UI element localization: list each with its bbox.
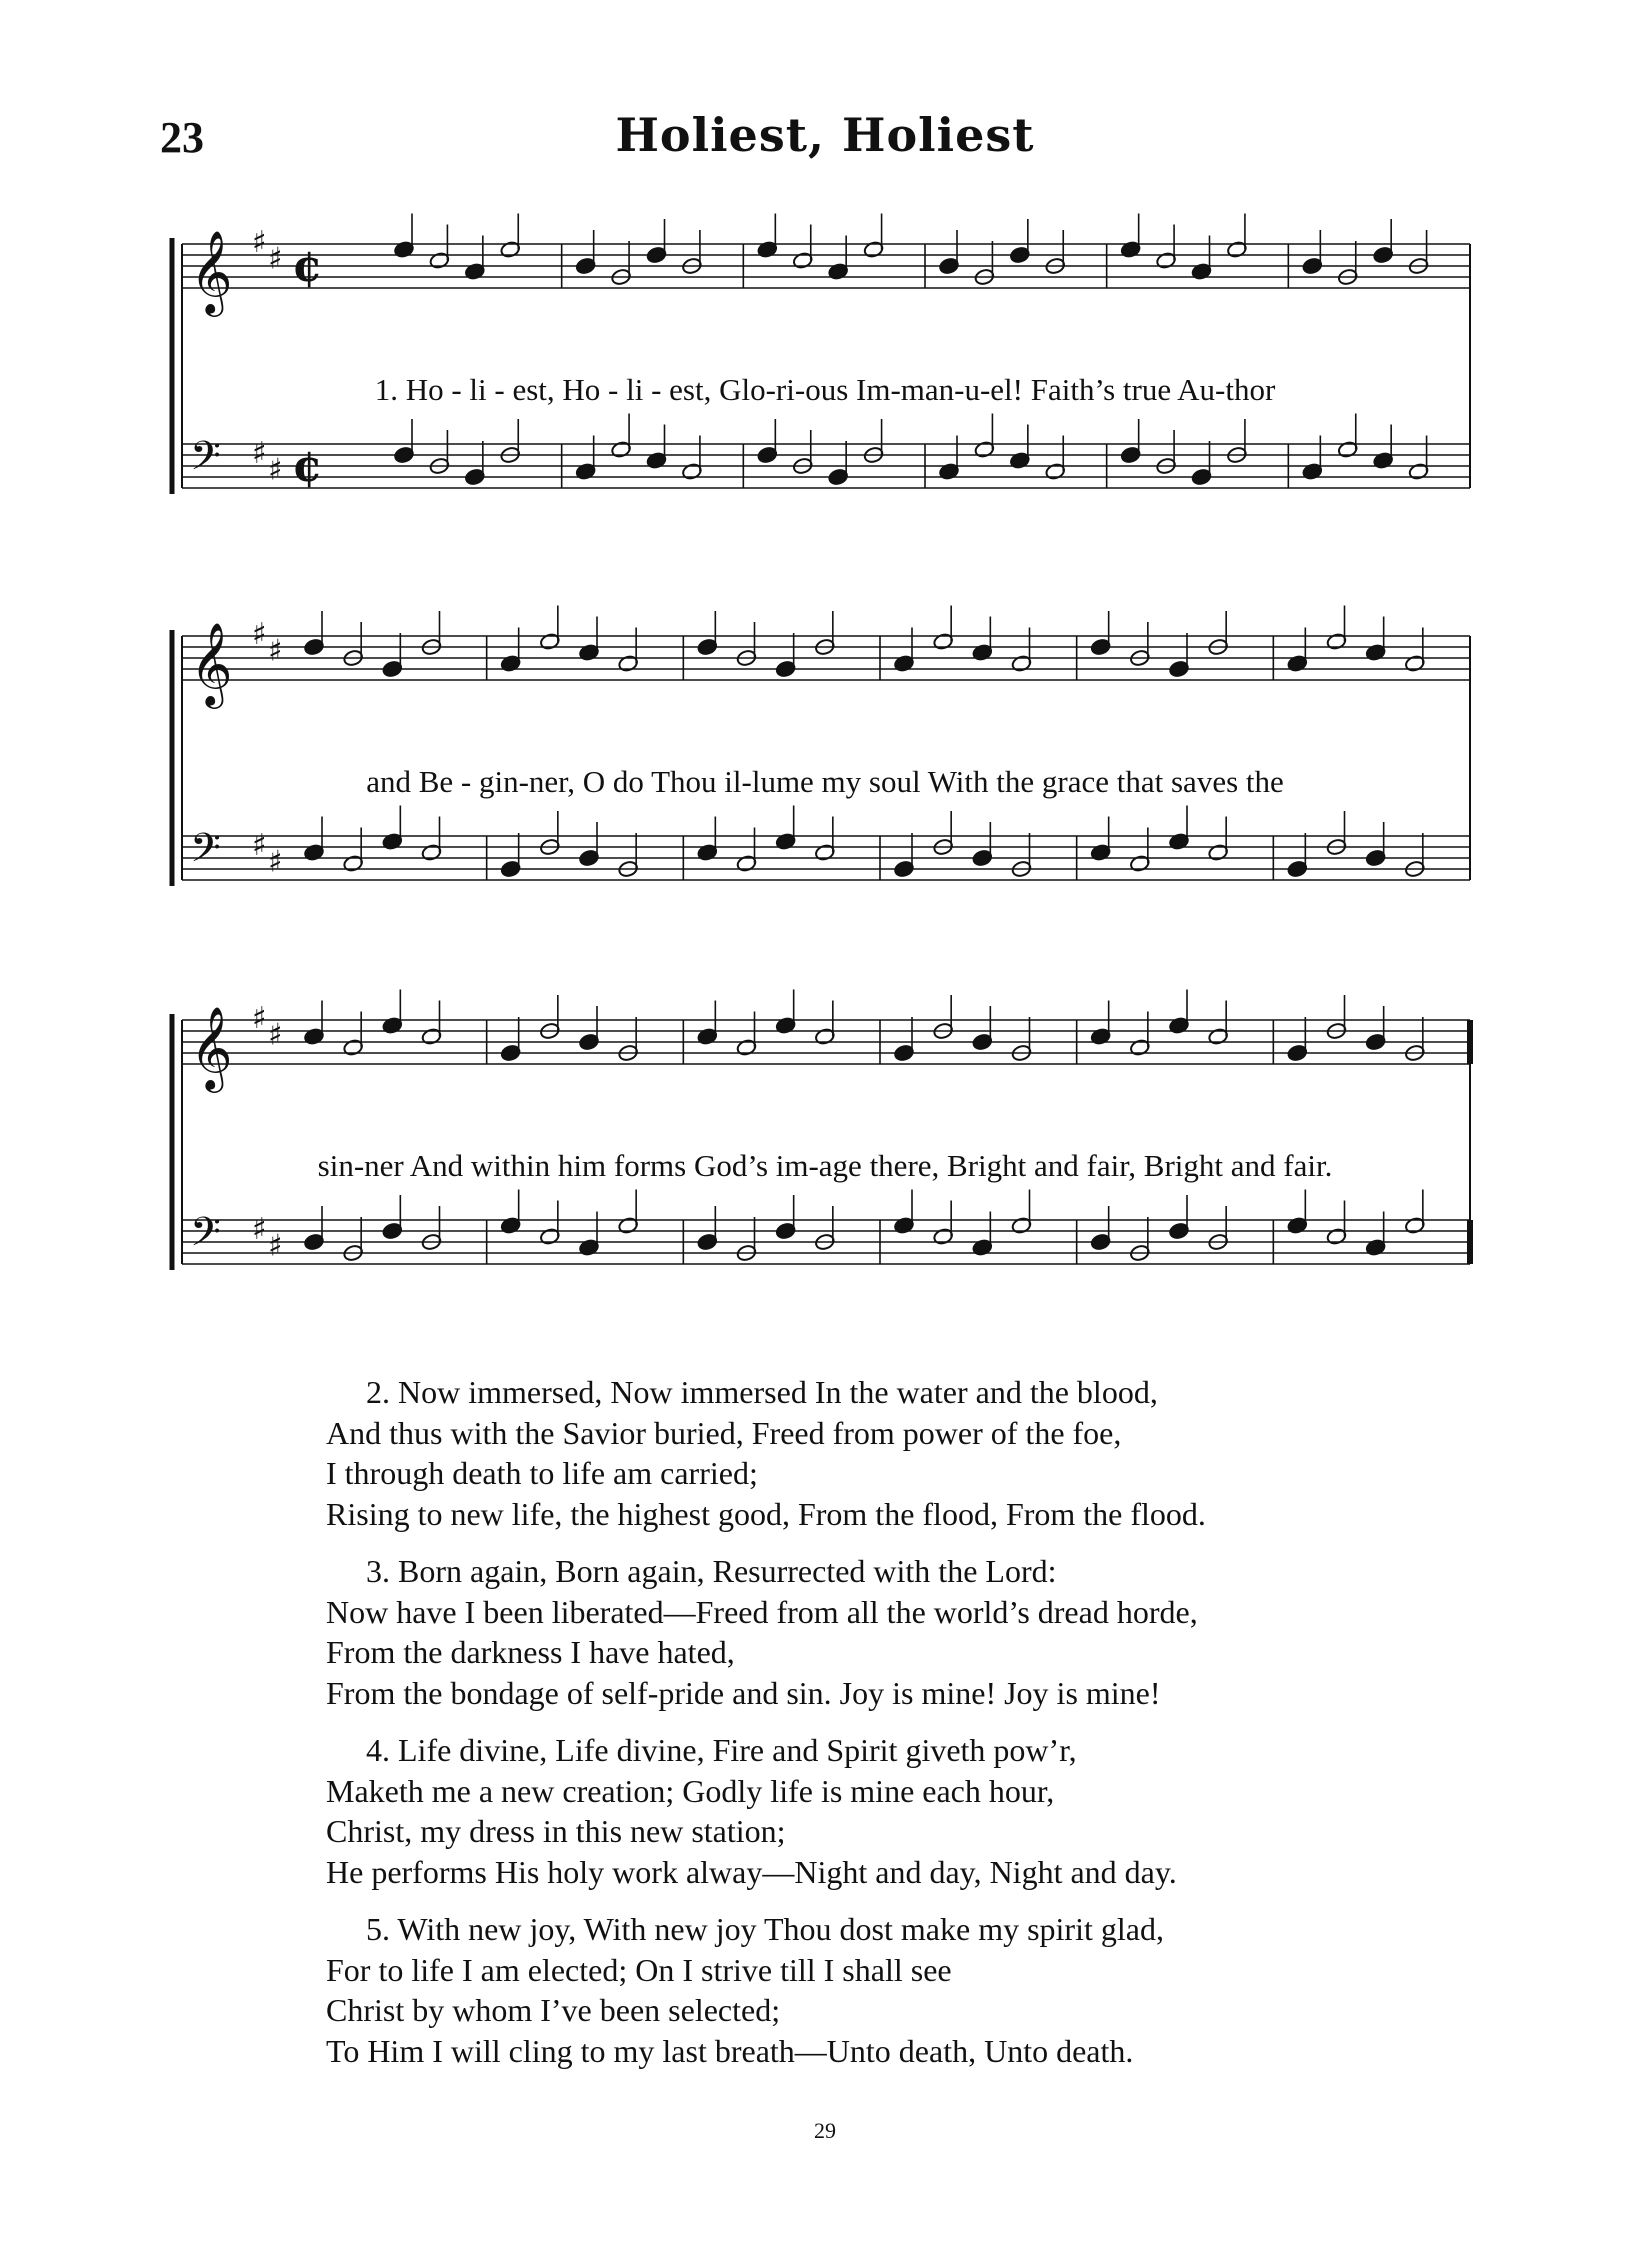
verse-line: From the bondage of self-pride and sin. Joy is mine! Joy is mine! bbox=[326, 1674, 1161, 1711]
bass-clef-icon: 𝄢 bbox=[190, 433, 221, 489]
verse-line: 3. Born again, Born again, Resurrected with the Lord: bbox=[366, 1553, 1057, 1589]
sharp-icon: ♯ bbox=[252, 828, 267, 863]
verse-line: For to life I am elected; On I strive till I shall see bbox=[326, 1951, 952, 1988]
sharp-icon: ♯ bbox=[252, 1212, 267, 1247]
verse-line: 2. Now immersed, Now immersed In the water and the blood, bbox=[366, 1374, 1158, 1410]
verse-3 bbox=[326, 1551, 1476, 1713]
cut-time-icon: ¢ bbox=[292, 241, 323, 292]
sharp-icon: ♯ bbox=[268, 844, 283, 880]
verse-5 bbox=[326, 1909, 1476, 2071]
sharp-icon: ♯ bbox=[252, 617, 267, 652]
verse-line: To Him I will cling to my last breath—Unto death, Unto death. bbox=[326, 2032, 1134, 2069]
verse-line: Christ, my dress in this new station; bbox=[326, 1813, 786, 1849]
lyric-line-3: sin-ner And within him forms God’s im-age there, Bright and fair, Bright and fair. bbox=[317, 1148, 1333, 1183]
lyric-line-2: and Be - gin-ner, O do Thou il-lume my soul With the grace that saves the bbox=[366, 764, 1284, 799]
verse-2 bbox=[326, 1372, 1476, 1534]
verse-line: I through death to life am carried; bbox=[326, 1455, 758, 1491]
verse-line: He performs His holy work alway—Night and day, Night and day. bbox=[326, 1853, 1177, 1890]
sharp-icon: ♯ bbox=[252, 1001, 267, 1036]
music-system-1 bbox=[160, 214, 1490, 584]
verse-line: 5. With new joy, With new joy Thou dost make my spirit glad, bbox=[366, 1911, 1164, 1947]
music-system-3 bbox=[160, 990, 1490, 1360]
treble-clef-icon: 𝄞 bbox=[190, 621, 233, 705]
verse-line: 4. Life divine, Life divine, Fire and Spirit giveth pow’r, bbox=[366, 1732, 1077, 1768]
verse-line: From the darkness I have hated, bbox=[326, 1634, 735, 1670]
verse-line: Christ by whom I’ve been selected; bbox=[326, 1992, 781, 2028]
lyric-line-1: 1. Ho - li - est, Ho - li - est, Glo-ri-ous Im-man-u-el! Faith’s true Au-thor bbox=[374, 372, 1276, 407]
treble-clef-icon: 𝄞 bbox=[190, 229, 233, 313]
sharp-icon: ♯ bbox=[268, 452, 283, 488]
verses bbox=[326, 1372, 1476, 2088]
sharp-icon: ♯ bbox=[252, 436, 267, 471]
bass-clef-icon: 𝄢 bbox=[190, 1209, 221, 1265]
treble-clef-icon: 𝄞 bbox=[190, 1005, 233, 1089]
hymn-number: 23 bbox=[160, 113, 204, 162]
verse-line: And thus with the Savior buried, Freed from power of the foe, bbox=[326, 1414, 1122, 1451]
sharp-icon: ♯ bbox=[268, 1228, 283, 1264]
music-system-2 bbox=[160, 606, 1490, 976]
page-number: 29 bbox=[814, 2118, 836, 2143]
hymn-title: Holiest, Holiest bbox=[615, 108, 1035, 162]
verse-line: Maketh me a new creation; Godly life is mine each hour, bbox=[326, 1772, 1055, 1809]
verse-4 bbox=[326, 1730, 1476, 1892]
sharp-icon: ♯ bbox=[268, 633, 283, 669]
sharp-icon: ♯ bbox=[252, 225, 267, 260]
cut-time-icon: ¢ bbox=[292, 441, 323, 492]
sharp-icon: ♯ bbox=[268, 241, 283, 277]
verse-line: Now have I been liberated—Freed from all the world’s dread horde, bbox=[326, 1593, 1198, 1630]
verse-line: Rising to new life, the highest good, From the flood, From the flood. bbox=[326, 1495, 1206, 1532]
sharp-icon: ♯ bbox=[268, 1017, 283, 1053]
bass-clef-icon: 𝄢 bbox=[190, 825, 221, 881]
